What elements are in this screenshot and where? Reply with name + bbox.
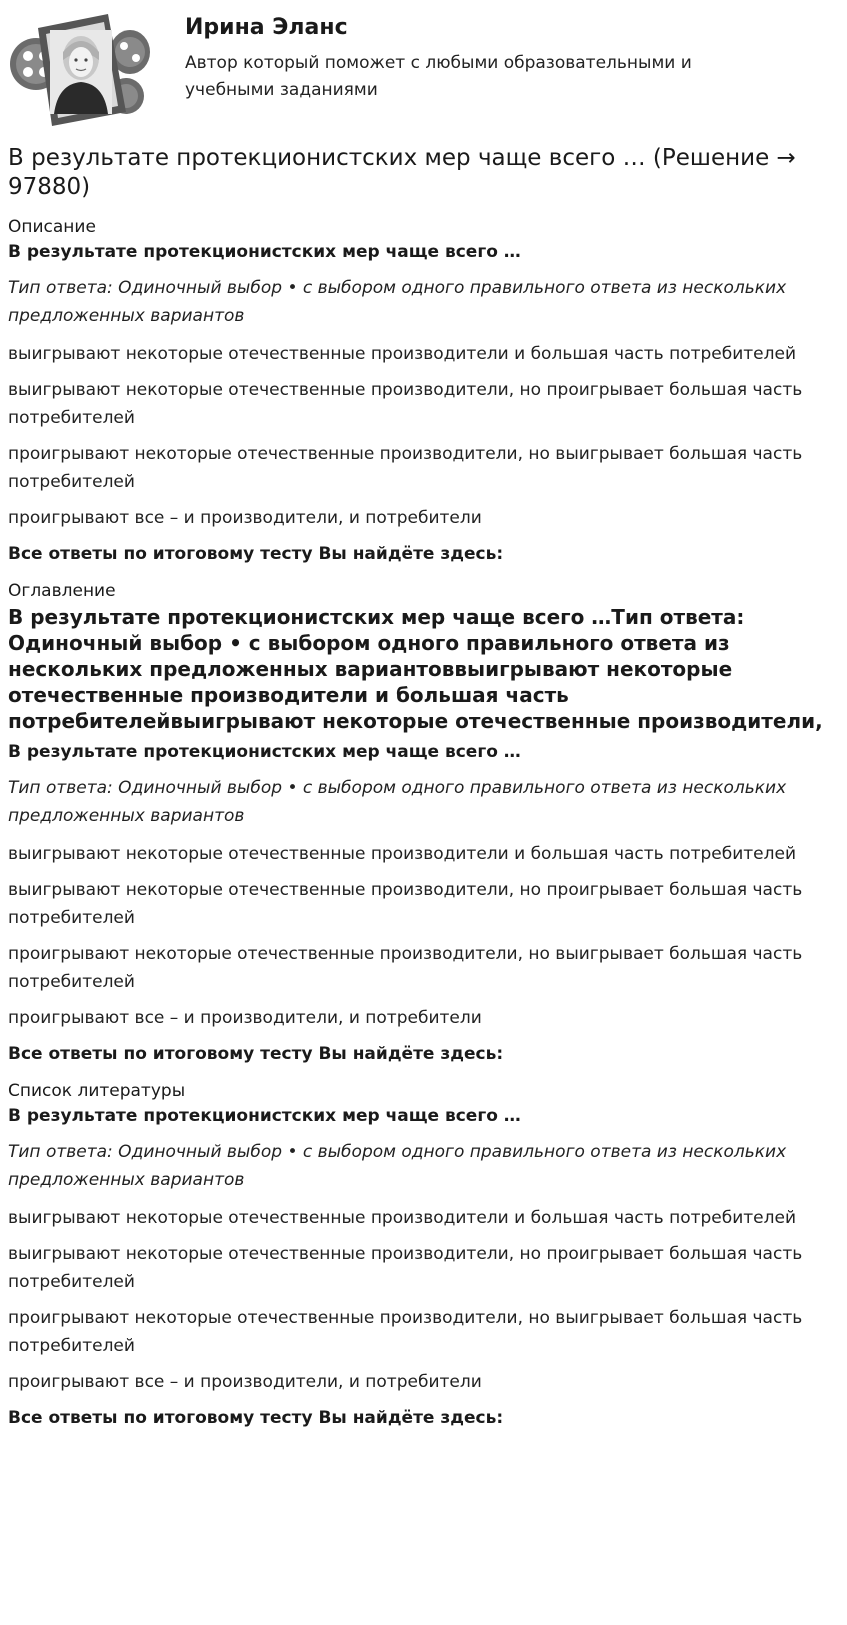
main-content — [8, 144, 838, 1430]
toc-heading: В результате протекционистских мер чаще всего …Тип ответа: Одиночный выбор • с выбором одного правильного ответа из нескольких предложенных вариантоввыигрывают некоторые отечественные производители и большая часть потребителейвыигрывают некоторые отечественные производители, — [8, 605, 823, 733]
answer-type: Тип ответа: Одиночный выбор • с выбором одного правильного ответа из нескольких предложенных вариантов — [8, 778, 787, 826]
answer-option: проигрывают некоторые отечественные производители, но выигрывает большая часть потребителей — [8, 444, 803, 492]
answer-option: проигрывают некоторые отечественные производители, но выигрывает большая часть потребителей — [8, 1308, 803, 1356]
literature-label: Список литературы — [8, 1081, 186, 1101]
description-label: Описание — [8, 217, 96, 237]
question-text: В результате протекционистских мер чаще всего … — [8, 242, 521, 262]
page-title: В результате протекционистских мер чаще всего … (Решение → 97880) — [8, 145, 796, 200]
answer-option: проигрывают все – и производители, и потребители — [8, 1372, 482, 1392]
answer-option: выигрывают некоторые отечественные производители и большая часть потребителей — [8, 844, 797, 864]
author-header — [0, 0, 847, 140]
question-text: В результате протекционистских мер чаще всего … — [8, 1106, 521, 1126]
question-text: В результате протекционистских мер чаще всего … — [8, 742, 521, 762]
author-name[interactable]: Ирина Эланс — [185, 15, 348, 40]
answer-option: проигрывают некоторые отечественные производители, но выигрывает большая часть потребителей — [8, 944, 803, 992]
answer-option: выигрывают некоторые отечественные производители, но проигрывает большая часть потребителей — [8, 880, 803, 928]
answer-option: выигрывают некоторые отечественные производители и большая часть потребителей — [8, 344, 797, 364]
answer-type: Тип ответа: Одиночный выбор • с выбором одного правильного ответа из нескольких предложенных вариантов — [8, 278, 787, 326]
person-photo — [50, 30, 112, 114]
answer-type: Тип ответа: Одиночный выбор • с выбором одного правильного ответа из нескольких предложенных вариантов — [8, 1142, 787, 1190]
answers-link-text: Все ответы по итоговому тесту Вы найдёте здесь: — [8, 1044, 504, 1064]
answer-option: выигрывают некоторые отечественные производители, но проигрывает большая часть потребителей — [8, 380, 803, 428]
answer-option: выигрывают некоторые отечественные производители, но проигрывает большая часть потребителей — [8, 1244, 803, 1292]
author-description: Автор который поможет с любыми образовательными и учебными заданиями — [185, 53, 692, 100]
answer-option: проигрывают все – и производители, и потребители — [8, 1008, 482, 1028]
answers-link-text: Все ответы по итоговому тесту Вы найдёте здесь: — [8, 544, 504, 564]
answers-link-text: Все ответы по итоговому тесту Вы найдёте здесь: — [8, 1408, 504, 1428]
author-avatar — [8, 8, 150, 128]
toc-label: Оглавление — [8, 581, 116, 601]
answer-option: выигрывают некоторые отечественные производители и большая часть потребителей — [8, 1208, 797, 1228]
answer-option: проигрывают все – и производители, и потребители — [8, 508, 482, 528]
